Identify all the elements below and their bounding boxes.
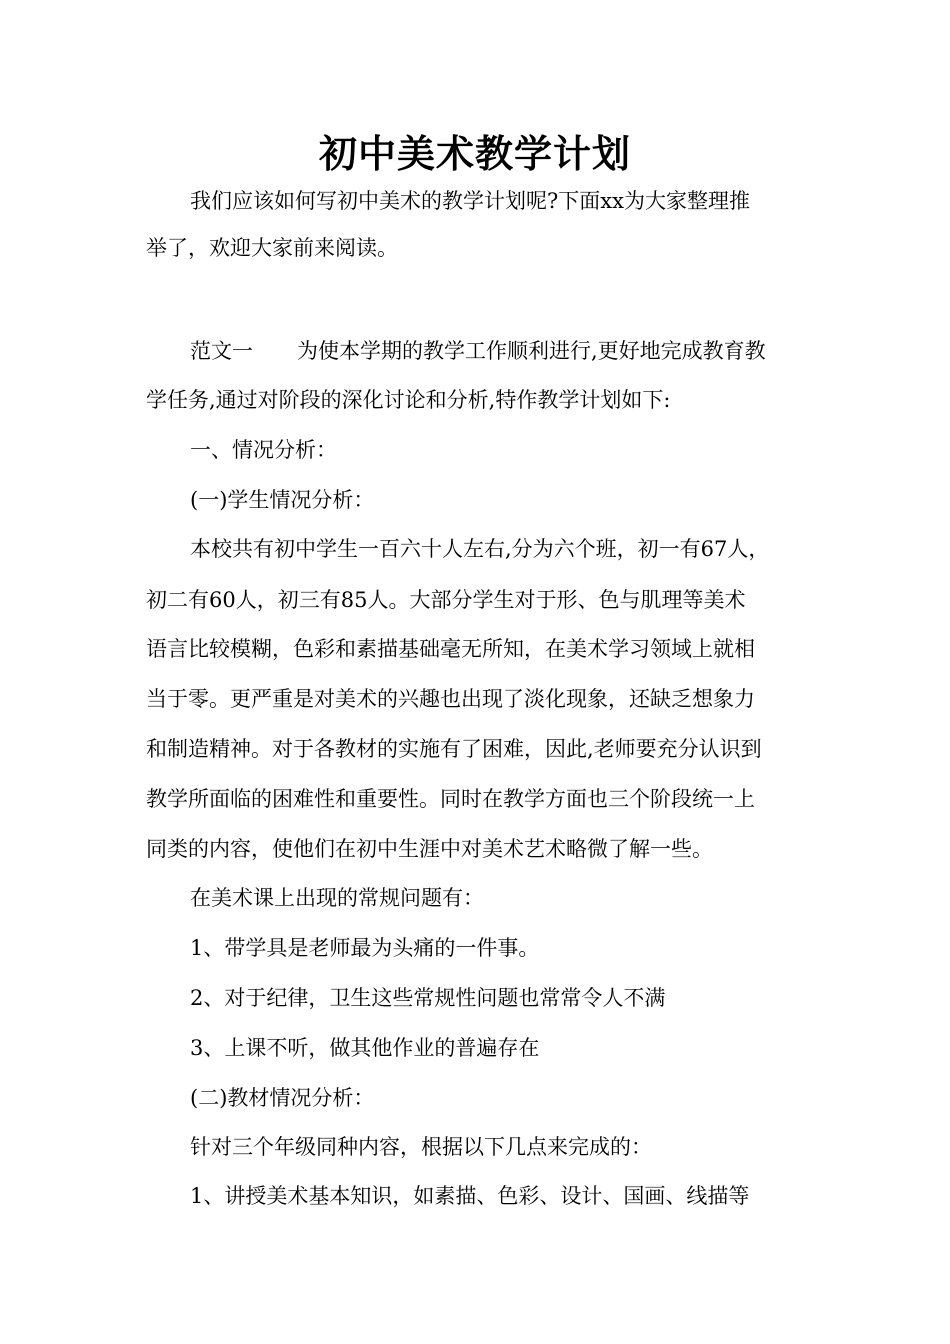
intro-line-1: 我们应该如何写初中美术的教学计划呢?下面xx为大家整理推 <box>190 189 750 213</box>
section1-label: 范文一 <box>190 339 253 363</box>
students-paragraph-line: 本校共有初中学生一百六十人左右,分为六个班，初一有67人， <box>190 537 770 561</box>
heading-students: (一)学生情况分析： <box>190 488 375 512</box>
intro-line-2: 举了，欢迎大家前来阅读。 <box>146 236 398 260</box>
problem-item: 3、上课不听，做其他作业的普遍存在 <box>190 1036 540 1060</box>
section1-first-line <box>190 336 766 366</box>
students-paragraph-line: 初二有60人，初三有85人。大部分学生对于形、色与肌理等美术 <box>146 588 746 612</box>
students-paragraph-line: 同类的内容，使他们在初中生涯中对美术艺术略微了解一些。 <box>146 837 713 861</box>
students-paragraph-line: 语言比较模糊，色彩和素描基础毫无所知，在美术学习领域上就相 <box>146 637 755 661</box>
materials-item: 1、讲授美术基本知识，如素描、色彩、设计、国画、线描等 <box>190 1184 750 1208</box>
students-paragraph-line: 当于零。更严重是对美术的兴趣也出现了淡化现象，还缺乏想象力 <box>146 687 755 711</box>
document-title: 初中美术教学计划 <box>318 131 631 176</box>
problem-item: 2、对于纪律，卫生这些常规性问题也常常令人不满 <box>190 986 666 1010</box>
section1-line-2: 学任务,通过对阶段的深化讨论和分析,特作教学计划如下: <box>146 388 671 412</box>
problems-heading: 在美术课上出现的常规问题有： <box>190 886 484 910</box>
materials-intro: 针对三个年级同种内容，根据以下几点来完成的： <box>190 1135 652 1159</box>
problem-item: 1、带学具是老师最为头痛的一件事。 <box>190 936 540 960</box>
heading-situation: 一、情况分析： <box>190 438 337 462</box>
heading-materials: (二)教材情况分析： <box>190 1086 375 1110</box>
students-paragraph-line: 教学所面临的困难性和重要性。同时在教学方面也三个阶段统一上 <box>146 787 755 811</box>
students-paragraph-line: 和制造精神。对于各教材的实施有了困难，因此,老师要充分认识到 <box>146 737 762 761</box>
section1-line-1: 为使本学期的教学工作顺利进行,更好地完成教育教 <box>297 339 766 363</box>
